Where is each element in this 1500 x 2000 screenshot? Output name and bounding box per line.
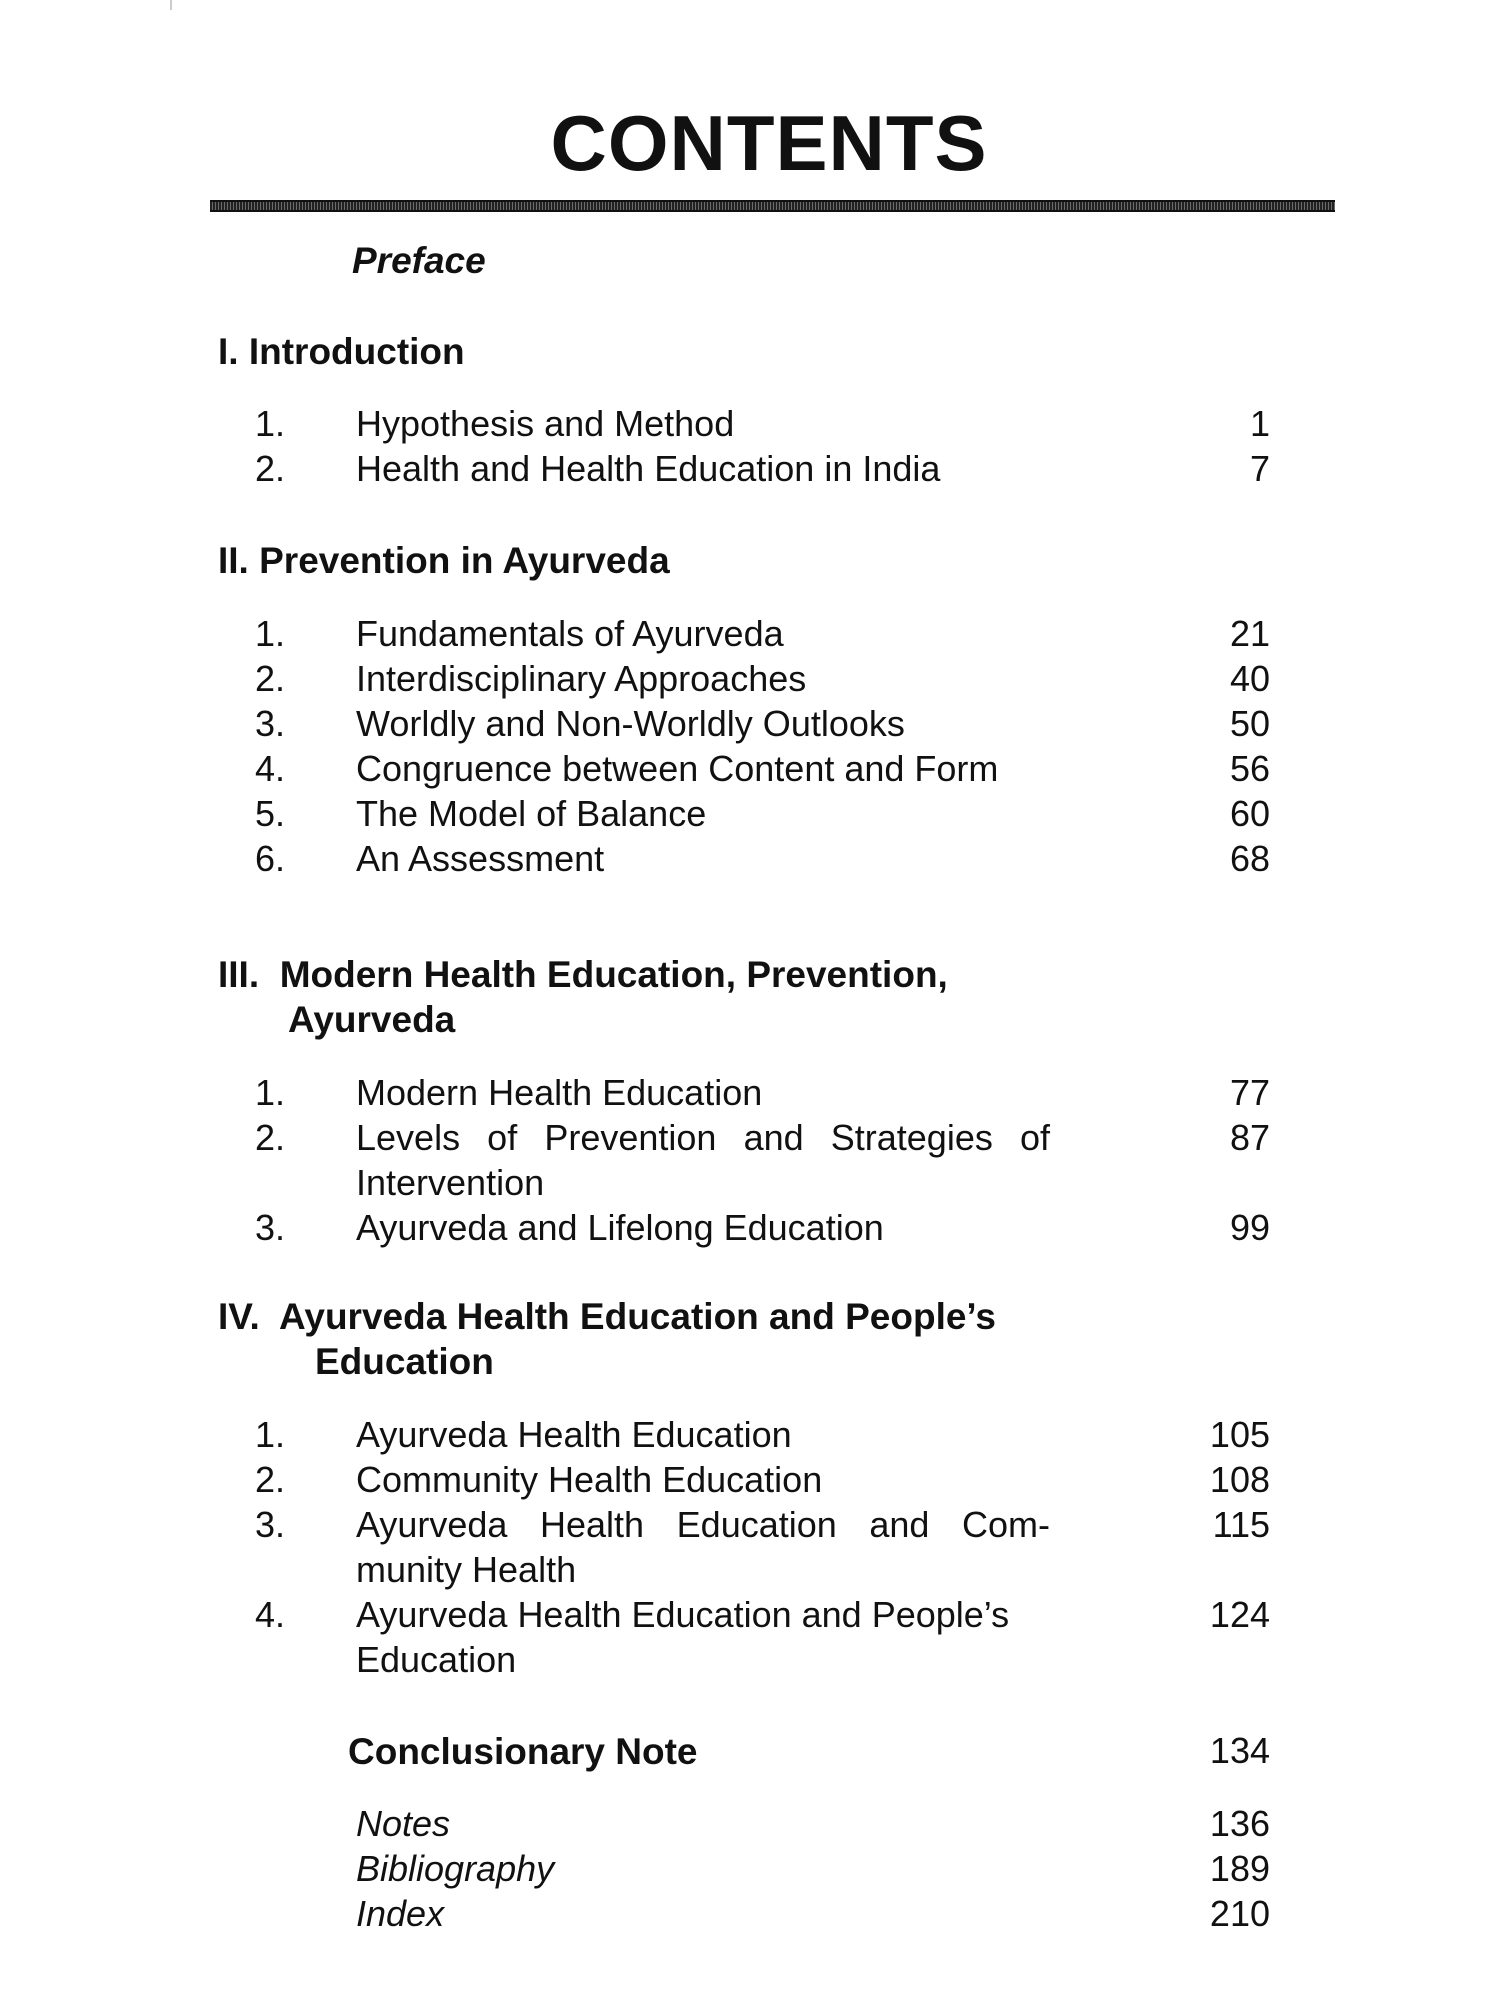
page-number: 99 (1229, 1207, 1270, 1248)
toc-entry-notes[interactable]: Notes (356, 1803, 451, 1844)
page-number: 21 (1229, 613, 1270, 654)
page-title: CONTENTS (550, 99, 988, 187)
toc-entry-ayurveda-community-health[interactable] (356, 1504, 1050, 1590)
part-title-line-1: Ayurveda Health Education and People’s (279, 1296, 996, 1337)
chapter-number: 4. (255, 748, 286, 789)
chapter-number: 1. (255, 613, 286, 654)
page-number: 87 (1229, 1117, 1270, 1158)
part-numeral: I. (218, 331, 239, 372)
toc-entry-lifelong-education[interactable]: Ayurveda and Lifelong Education (356, 1207, 884, 1248)
toc-entry-levels-prevention[interactable] (356, 1117, 1050, 1203)
entry-line-1: Levels of Prevention and Strategies of (356, 1117, 1050, 1158)
part-heading-1[interactable] (218, 333, 465, 370)
toc-entry-peoples-education[interactable] (356, 1594, 1010, 1680)
chapter-number: 1. (255, 1072, 286, 1113)
part-heading-4[interactable] (218, 1298, 996, 1335)
title-rule (210, 200, 1335, 212)
toc-entry-model-balance[interactable]: The Model of Balance (356, 793, 707, 834)
page-number: 56 (1229, 748, 1270, 789)
toc-entry-fundamentals[interactable]: Fundamentals of Ayurveda (356, 613, 784, 654)
chapter-number: 1. (255, 403, 286, 444)
page-number: 1 (1249, 403, 1270, 444)
page-number: 189 (1209, 1848, 1270, 1889)
chapter-number: 1. (255, 1414, 286, 1455)
entry-line-1: Ayurveda Health Education and Com- (356, 1504, 1050, 1545)
toc-entry-index[interactable]: Index (356, 1893, 445, 1934)
part-numeral: III. (218, 954, 260, 995)
toc-entry-ayurveda-health-education[interactable]: Ayurveda Health Education (356, 1414, 792, 1455)
page-number: 7 (1249, 448, 1270, 489)
entry-line-2: munity Health (356, 1549, 577, 1590)
toc-entry-interdisciplinary[interactable]: Interdisciplinary Approaches (356, 658, 807, 699)
toc-entry-assessment[interactable]: An Assessment (356, 838, 605, 879)
part-title-line-2: Education (315, 1341, 494, 1382)
chapter-number: 5. (255, 793, 286, 834)
page-number: 136 (1209, 1803, 1270, 1844)
chapter-number: 3. (255, 1504, 286, 1545)
chapter-number: 6. (255, 838, 286, 879)
entry-line-2: Intervention (356, 1162, 545, 1203)
chapter-number: 3. (255, 703, 286, 744)
part-heading-3[interactable] (218, 956, 948, 993)
chapter-number: 2. (255, 1117, 286, 1158)
page-number: 105 (1209, 1414, 1270, 1455)
page-number: 115 (1212, 1504, 1270, 1545)
page-number: 77 (1229, 1072, 1270, 1113)
toc-entry-worldly-outlooks[interactable]: Worldly and Non-Worldly Outlooks (356, 703, 905, 744)
chapter-number: 2. (255, 1459, 286, 1500)
scan-mark (170, 0, 172, 10)
part-numeral: II. (218, 540, 249, 581)
part-numeral: IV. (218, 1296, 260, 1337)
toc-entry-community-health-education[interactable]: Community Health Education (356, 1459, 823, 1500)
part-heading-2[interactable] (218, 542, 670, 579)
part-title-line-1: Modern Health Education, Prevention, (279, 954, 948, 995)
entry-line-2: Education (356, 1639, 517, 1680)
chapter-number: 2. (255, 448, 286, 489)
toc-entry-bibliography[interactable]: Bibliography (356, 1848, 555, 1889)
toc-entry-health-education-india[interactable]: Health and Health Education in India (356, 448, 941, 489)
toc-entry-preface[interactable]: Preface (352, 240, 486, 281)
chapter-number: 2. (255, 658, 286, 699)
part-title-line-2: Ayurveda (288, 999, 456, 1040)
page-number: 50 (1229, 703, 1270, 744)
entry-line-1: Ayurveda Health Education and People’s (356, 1594, 1010, 1635)
page-number: 40 (1229, 658, 1270, 699)
part-title: Prevention in Ayurveda (259, 540, 670, 581)
toc-entry-modern-health-education[interactable]: Modern Health Education (356, 1072, 763, 1113)
page-number: 134 (1209, 1730, 1270, 1771)
chapter-number: 4. (255, 1594, 286, 1635)
chapter-number: 3. (255, 1207, 286, 1248)
page-number: 124 (1209, 1594, 1270, 1635)
page-number: 210 (1209, 1893, 1270, 1934)
page-number: 108 (1209, 1459, 1270, 1500)
page-number: 60 (1229, 793, 1270, 834)
toc-entry-conclusionary-note[interactable]: Conclusionary Note (348, 1731, 698, 1772)
toc-entry-hypothesis-method[interactable]: Hypothesis and Method (356, 403, 735, 444)
toc-entry-congruence[interactable]: Congruence between Content and Form (356, 748, 999, 789)
page-number: 68 (1229, 838, 1270, 879)
part-title: Introduction (248, 331, 465, 372)
